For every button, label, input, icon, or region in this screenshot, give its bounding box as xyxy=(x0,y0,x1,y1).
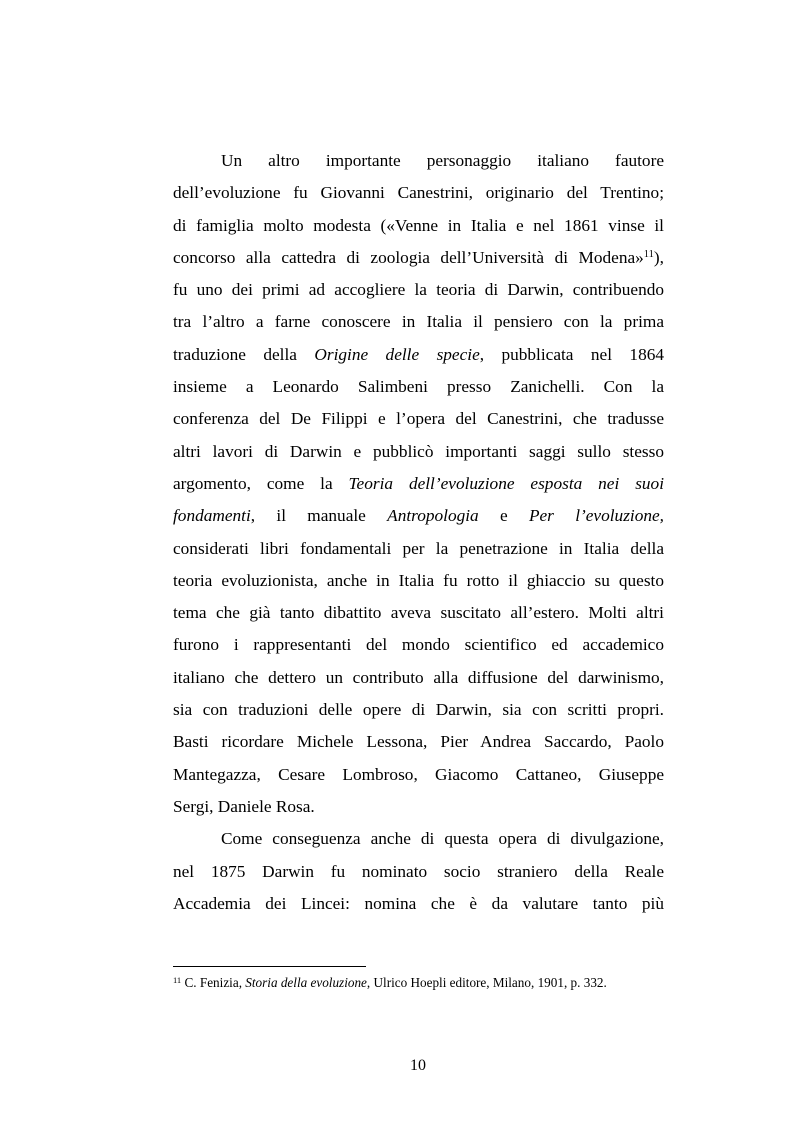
text-line: tema che già tanto dibattito aveva suscitato all’estero. Molti altri xyxy=(173,603,664,623)
text-line xyxy=(173,339,664,371)
text-line: sia con traduzioni delle opere di Darwin, sia con scritti propri. xyxy=(173,700,664,720)
text-line xyxy=(173,242,664,274)
text-line: tra l’altro a farne conoscere in Italia il pensiero con la prima xyxy=(173,312,664,332)
text-line: furono i rappresentanti del mondo scientifico ed accademico xyxy=(173,635,664,655)
book-title-per-evoluzione: Per l’evoluzione, xyxy=(528,506,664,526)
text-line: italiano che dettero un contributo alla diffusione del darwinismo, xyxy=(173,667,664,687)
text-line: teoria evoluzionista, anche in Italia fu rotto il ghiaccio su questo xyxy=(173,570,664,590)
text-line: Sergi, Daniele Rosa. xyxy=(173,796,315,816)
text-run: traduzione della xyxy=(173,344,315,364)
footnote xyxy=(173,974,607,991)
text-line: nel 1875 Darwin fu nominato socio straniero della Reale xyxy=(173,861,664,881)
page-number: 10 xyxy=(410,1057,426,1074)
footnote-separator xyxy=(173,966,366,967)
text-line: fu uno dei primi ad accogliere la teoria di Darwin, contribuendo xyxy=(173,280,664,300)
text-line: Basti ricordare Michele Lessona, Pier Andrea Saccardo, Paolo xyxy=(173,732,664,752)
text-line: Come conseguenza anche di questa opera di divulgazione, xyxy=(221,829,664,849)
text-line xyxy=(173,468,664,500)
paragraph-2 xyxy=(173,823,664,920)
text-line: Un altro importante personaggio italiano fautore xyxy=(221,151,664,170)
book-title-origine: Origine delle specie xyxy=(314,344,480,364)
text-run: concorso alla cattedra di zoologia dell’Università di Modena» xyxy=(173,247,644,267)
book-title-antropologia: Antropologia xyxy=(387,506,479,526)
text-run: e xyxy=(478,506,529,526)
body-text xyxy=(173,145,664,920)
text-run: , pubblicata nel 1864 xyxy=(479,344,664,364)
text-run: argomento, come la xyxy=(173,473,349,493)
text-line: Accademia dei Lincei: nomina che è da valutare tanto più xyxy=(173,893,664,913)
text-run: , il manuale xyxy=(250,506,388,526)
book-title-teoria-cont: fondamenti xyxy=(173,506,251,526)
footnote-number: 11 xyxy=(173,975,182,985)
text-line: di famiglia molto modesta («Venne in Italia e nel 1861 vinse il xyxy=(173,215,664,235)
text-line: conferenza del De Filippi e l’opera del Canestrini, che tradusse xyxy=(173,409,664,429)
text-line: considerati libri fondamentali per la penetrazione in Italia della xyxy=(173,538,664,558)
footnote-text: , Ulrico Hoepli editore, Milano, 1901, p. 332. xyxy=(366,975,607,990)
text-line: insieme a Leonardo Salimbeni presso Zanichelli. Con la xyxy=(173,377,664,397)
text-run: ), xyxy=(653,247,664,267)
text-line xyxy=(173,500,664,532)
text-line: dell’evoluzione fu Giovanni Canestrini, originario del Trentino; xyxy=(173,183,664,203)
footnote-reference[interactable]: 11 xyxy=(643,248,654,260)
paragraph-1 xyxy=(173,145,664,823)
text-line: Mantegazza, Cesare Lombroso, Giacomo Cattaneo, Giuseppe xyxy=(173,764,664,784)
text-line: altri lavori di Darwin e pubblicò importanti saggi sullo stesso xyxy=(173,441,664,461)
book-title-teoria: Teoria dell’evoluzione esposta nei suoi xyxy=(348,473,664,493)
footnote-text: C. Fenizia, xyxy=(181,975,246,990)
footnote-book-title: Storia della evoluzione xyxy=(245,975,367,990)
